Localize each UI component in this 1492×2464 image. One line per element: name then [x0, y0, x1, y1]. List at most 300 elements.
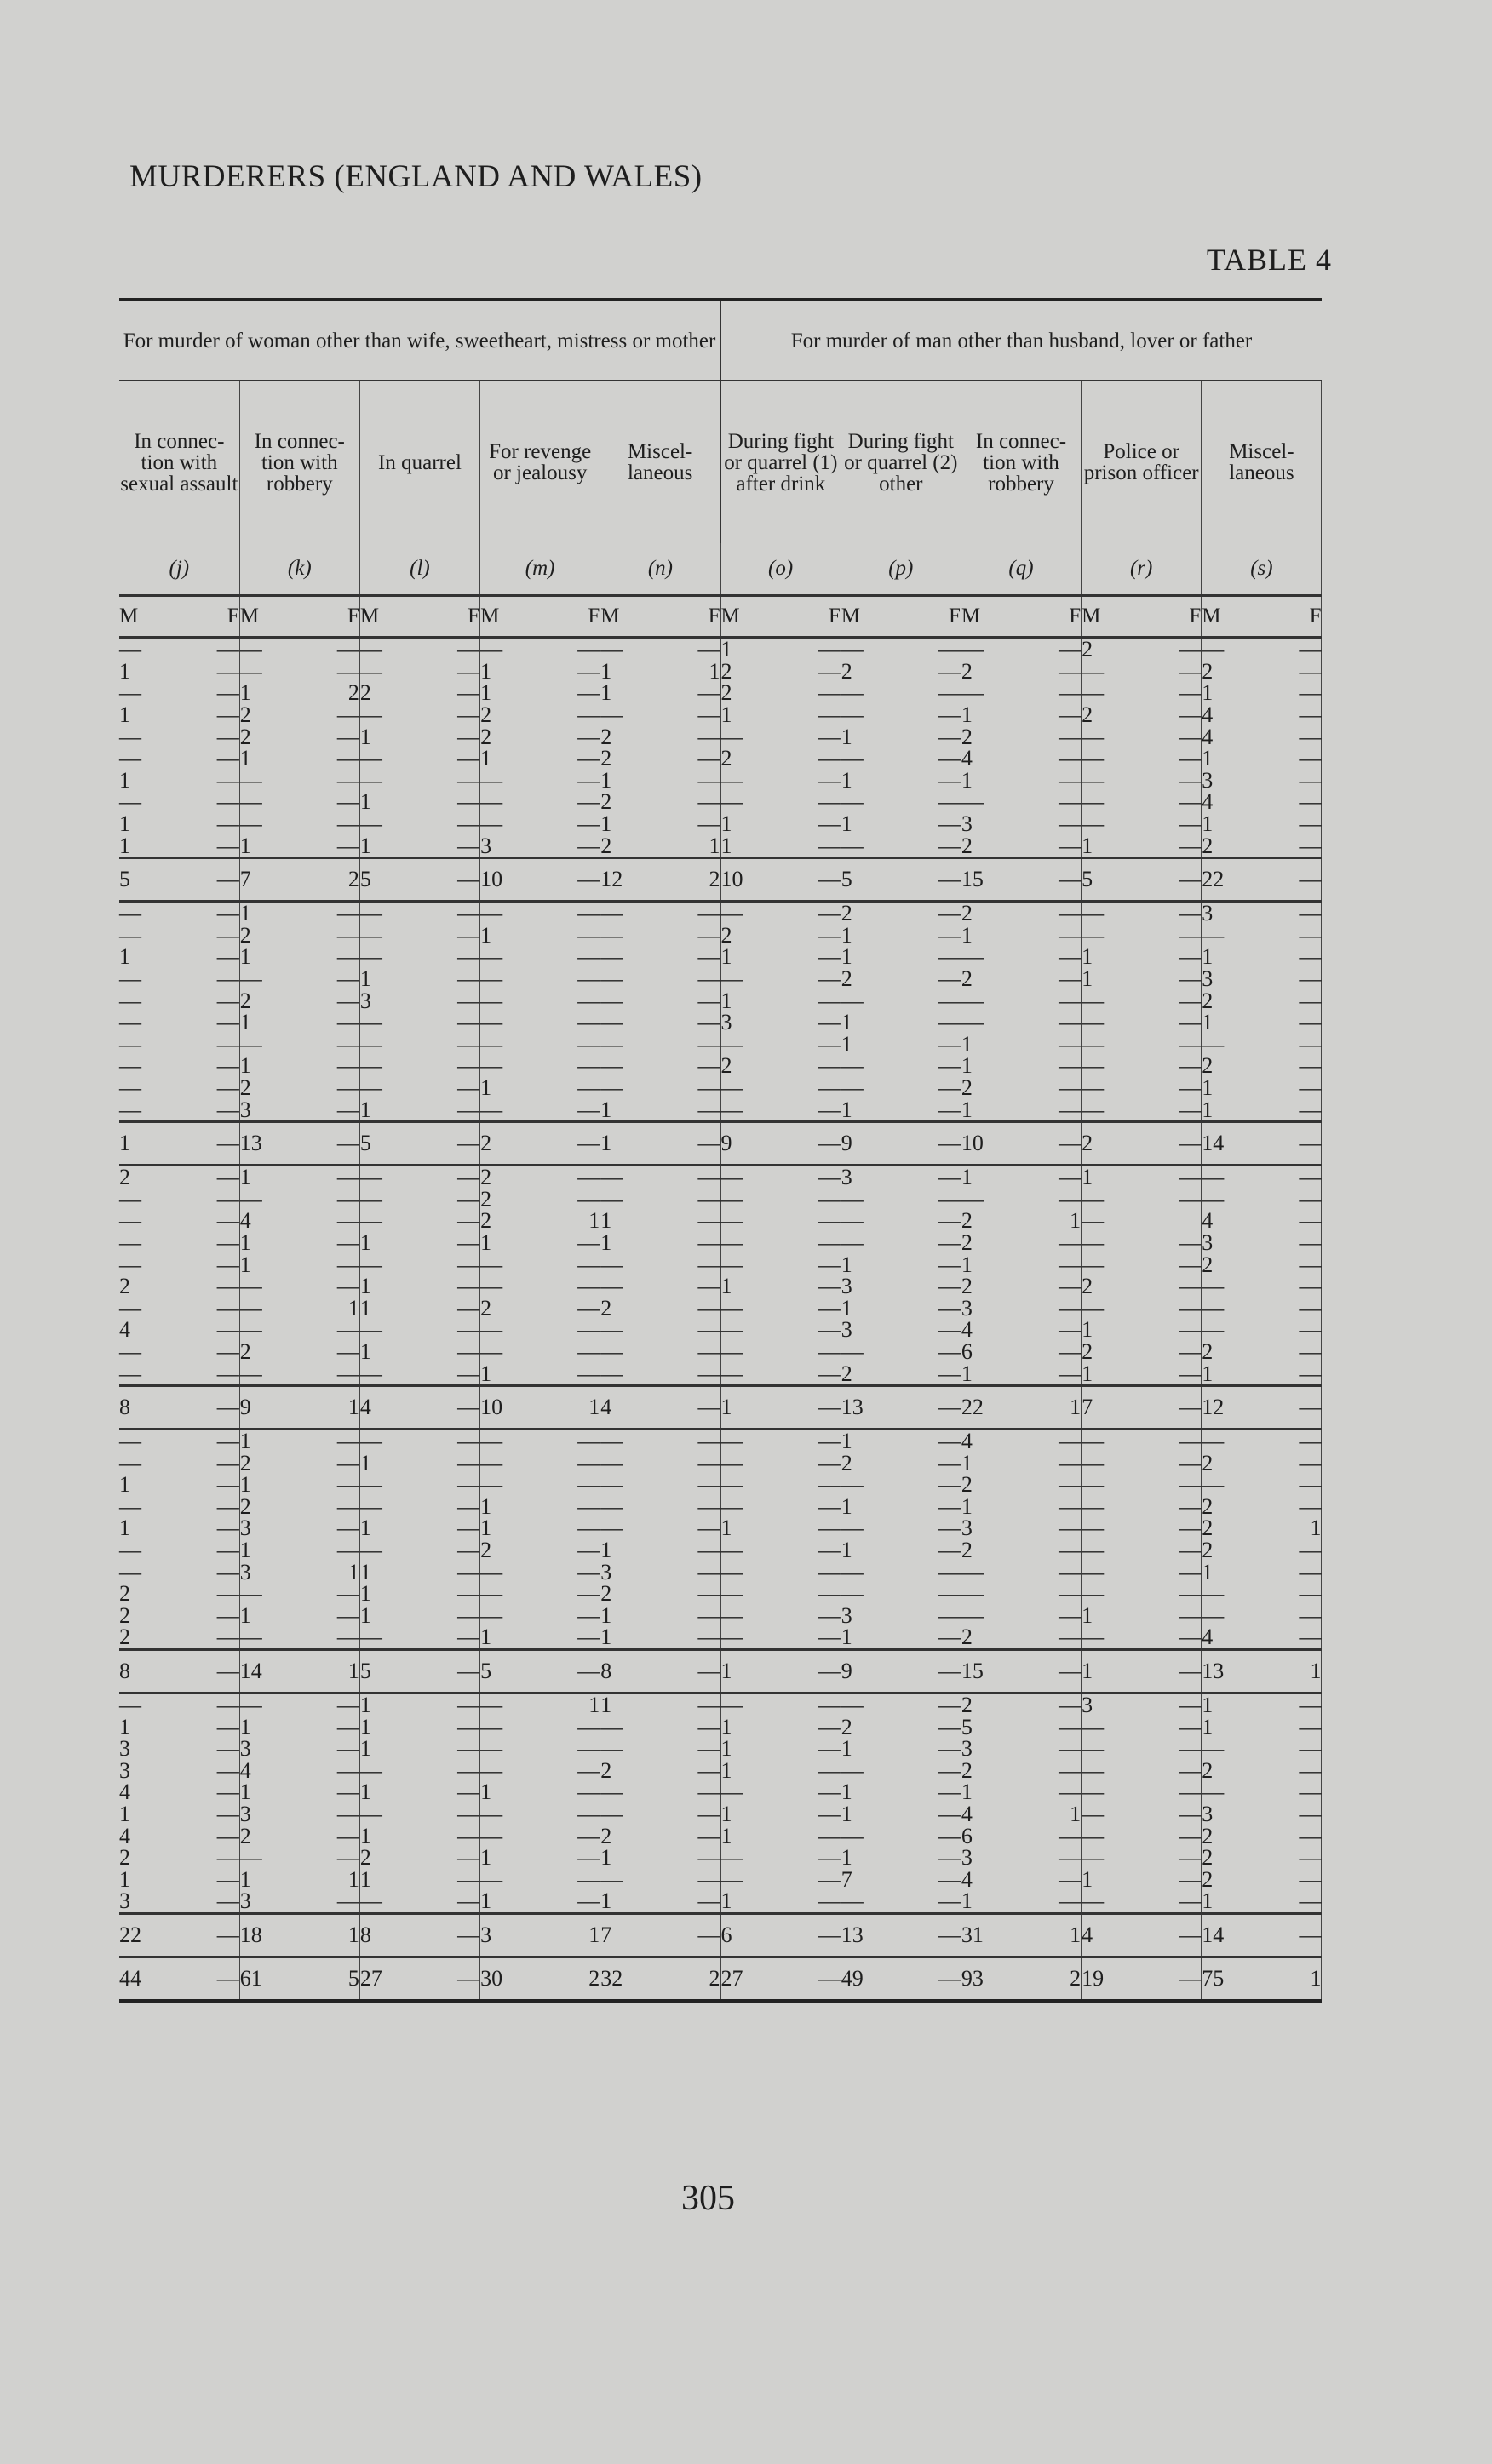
cell-n-male: 1 [600, 1538, 612, 1563]
cell-n-female: — [660, 1803, 720, 1825]
cell-l-female: — [420, 1011, 480, 1034]
cell-k-female: — [300, 813, 360, 835]
cell-l-male: — [359, 901, 382, 926]
cell-m-female: — [540, 1077, 600, 1099]
cell-m-male: 1 [480, 1361, 492, 1386]
cell-s-female: — [1261, 1341, 1322, 1363]
cell-n-male: — [600, 702, 623, 728]
cell-j-female: — [180, 813, 240, 835]
column-heading-row [119, 381, 1322, 543]
cell-s-male: 2 [1202, 1493, 1214, 1519]
cell-j-female: — [180, 791, 240, 813]
cell-o-female: — [781, 1825, 841, 1847]
cell-k-female: — [300, 1098, 360, 1121]
cell-m-male: — [480, 1450, 503, 1476]
cell-m-female: — [540, 834, 600, 857]
column-heading: In connec-tion with sexual assault [119, 381, 239, 543]
cell-q-male: 31 [961, 1913, 1021, 1957]
cell-o-female: — [781, 1011, 841, 1034]
cell-j-female: — [180, 857, 240, 901]
cell-o-female: — [781, 791, 841, 813]
cell-o-male: — [720, 724, 743, 749]
cell-l-female: — [420, 704, 480, 726]
cell-n-female: — [660, 1188, 720, 1210]
cell-r-female: — [1141, 1738, 1202, 1760]
cell-j-female: — [180, 901, 240, 924]
female-label: F [540, 596, 600, 638]
table-row [119, 1561, 1322, 1583]
cell-k-male: — [239, 1031, 262, 1057]
cell-k-male: 18 [239, 1913, 300, 1957]
cell-k-female: — [300, 1693, 360, 1716]
cell-n-female: — [660, 682, 720, 704]
cell-l-male: 1 [359, 1295, 371, 1321]
cell-n-male: 4 [600, 1385, 661, 1429]
cell-r-male: — [1082, 811, 1105, 837]
cell-l-female: — [420, 1957, 480, 2001]
cell-o-female: — [781, 1232, 841, 1254]
cell-l-female: — [420, 1121, 480, 1165]
cell-q-male: 2 [961, 1538, 973, 1563]
cell-l-male: 1 [359, 1338, 371, 1364]
cell-n-female: — [660, 748, 720, 770]
cell-l-male: 8 [359, 1913, 420, 1957]
cell-l-female: — [420, 1517, 480, 1539]
table-row [119, 1539, 1322, 1561]
cell-q-male: 4 [961, 1802, 973, 1827]
cell-j-male: — [119, 1252, 141, 1277]
cell-m-male: — [480, 1053, 503, 1079]
cell-n-female: — [660, 1297, 720, 1319]
cell-n-female: — [660, 1649, 720, 1693]
cell-s-female: — [1261, 813, 1322, 835]
cell-s-male: 2 [1202, 1053, 1214, 1079]
cell-j-male: 2 [119, 1625, 130, 1650]
cell-q-male: 6 [961, 1338, 973, 1364]
female-label: F [781, 596, 841, 638]
cell-m-female: — [540, 1253, 600, 1275]
cell-k-male: 1 [239, 833, 251, 858]
table-row [119, 1452, 1322, 1474]
cell-j-female: — [180, 1847, 240, 1869]
cell-o-male: — [720, 966, 743, 992]
cell-q-male: 3 [961, 811, 973, 837]
cell-p-female: — [901, 1803, 961, 1825]
table-label: TABLE 4 [1206, 243, 1332, 277]
cell-m-female: — [540, 1517, 600, 1539]
table-row [119, 925, 1322, 947]
female-label: F [1261, 596, 1322, 638]
cell-k-male: 1 [239, 1779, 251, 1805]
column-letter: (l) [359, 543, 479, 596]
cell-q-male: 2 [961, 724, 973, 749]
cell-n-male: 1 [600, 1845, 612, 1871]
cell-s-female: 1 [1261, 1649, 1322, 1693]
cell-m-male: — [480, 988, 503, 1013]
cell-n-female: — [660, 968, 720, 990]
cell-k-male: 1 [239, 1229, 251, 1255]
cell-q-female: — [1021, 925, 1082, 947]
cell-q-female: — [1021, 1429, 1082, 1452]
cell-k-male: 1 [239, 1714, 251, 1739]
cell-p-male: 1 [841, 1845, 852, 1871]
cell-n-female: — [660, 1626, 720, 1649]
cell-r-male: — [1082, 1074, 1105, 1100]
cell-n-female: — [660, 1210, 720, 1232]
cell-r-male: 1 [1082, 1165, 1093, 1190]
cell-k-female: — [300, 1275, 360, 1298]
cell-l-male: — [359, 1031, 382, 1057]
cell-o-male: — [720, 1361, 743, 1386]
cell-k-male: 2 [239, 1450, 251, 1476]
cell-l-female: — [420, 813, 480, 835]
cell-k-male: 4 [239, 1757, 251, 1783]
cell-k-male: — [239, 1186, 262, 1212]
cell-o-male: — [720, 1538, 743, 1563]
cell-p-female: — [901, 1649, 961, 1693]
cell-k-female: 1 [300, 1869, 360, 1891]
cell-o-female: — [781, 1034, 841, 1056]
cell-r-male: — [1082, 922, 1105, 948]
cell-j-female: — [180, 725, 240, 748]
cell-n-female: — [660, 1539, 720, 1561]
table-row [119, 1474, 1322, 1496]
cell-o-male: 1 [720, 1385, 781, 1429]
cell-r-female: — [1141, 1561, 1202, 1583]
cell-s-male: — [1202, 1165, 1225, 1190]
cell-s-male: 75 [1202, 1957, 1262, 2001]
cell-m-male: 1 [480, 1625, 492, 1650]
male-label: M [359, 596, 420, 638]
cell-l-male: — [359, 1757, 382, 1783]
cell-p-male: — [841, 1559, 864, 1584]
cell-j-male: — [119, 1053, 141, 1079]
cell-q-female: — [1021, 1626, 1082, 1649]
cell-q-male: 22 [961, 1385, 1021, 1429]
column-letter: (m) [480, 543, 600, 596]
cell-m-male: 1 [480, 658, 492, 684]
cell-j-female: — [180, 1649, 240, 1693]
cell-n-male: 2 [600, 833, 612, 858]
cell-s-female: — [1261, 1297, 1322, 1319]
cell-l-female: — [420, 989, 480, 1011]
cell-m-female: — [540, 1760, 600, 1782]
cell-m-female: — [540, 857, 600, 901]
cell-n-female: — [660, 1319, 720, 1341]
cell-m-female: — [540, 946, 600, 968]
cell-m-female: 1 [540, 1913, 600, 1957]
cell-r-female: — [1141, 725, 1202, 748]
cell-q-male: 4 [961, 1429, 973, 1454]
cell-o-female: — [781, 1055, 841, 1077]
cell-m-male: 1 [480, 746, 492, 771]
cell-n-male: 8 [600, 1649, 661, 1693]
cell-p-female: — [901, 946, 961, 968]
cell-k-female: — [300, 1319, 360, 1341]
cell-s-female: — [1261, 1913, 1322, 1957]
cell-p-male: 1 [841, 1625, 852, 1650]
cell-s-male: 2 [1202, 1516, 1214, 1541]
cell-r-female: — [1141, 946, 1202, 968]
cell-l-male: — [359, 637, 382, 662]
cell-n-female: — [660, 1825, 720, 1847]
cell-s-male: 3 [1202, 767, 1214, 793]
female-label: F [660, 596, 720, 638]
cell-o-female: — [781, 1738, 841, 1760]
male-label: M [841, 596, 901, 638]
cell-o-female: — [781, 1253, 841, 1275]
cell-k-female: — [300, 968, 360, 990]
cell-s-female: — [1261, 1121, 1322, 1165]
cell-q-female: — [1021, 1781, 1082, 1803]
female-label: F [901, 596, 961, 638]
cell-q-male: 2 [961, 1074, 973, 1100]
cell-j-female: — [180, 1781, 240, 1803]
cell-o-female: — [781, 1760, 841, 1782]
cell-q-female: — [1021, 1319, 1082, 1341]
cell-k-male: 13 [239, 1121, 300, 1165]
cell-n-male: 1 [600, 767, 612, 793]
cell-k-female: 1 [300, 1913, 360, 1957]
cell-o-female: — [781, 1121, 841, 1165]
cell-j-female: — [180, 834, 240, 857]
cell-n-female: — [660, 1474, 720, 1496]
cell-k-male: — [239, 658, 262, 684]
cell-k-female: — [300, 704, 360, 726]
table-row [119, 1803, 1322, 1825]
cell-p-female: — [901, 748, 961, 770]
cell-j-male: 5 [119, 857, 180, 901]
cell-j-male: — [119, 1361, 141, 1386]
cell-o-female: — [781, 1693, 841, 1716]
cell-r-female: — [1141, 857, 1202, 901]
cell-m-male: 2 [480, 1295, 492, 1321]
cell-j-male: 1 [119, 1866, 130, 1892]
column-letter: (p) [841, 543, 961, 596]
cell-o-male: — [720, 1429, 743, 1454]
cell-m-female: — [540, 1583, 600, 1605]
cell-j-female: — [180, 1385, 240, 1429]
cell-m-male: — [480, 1823, 503, 1848]
cell-o-female: — [781, 1210, 841, 1232]
cell-q-male: 2 [961, 658, 973, 684]
group-man-victim: For murder of man other than husband, lover or father [720, 300, 1322, 381]
cell-n-female: — [660, 1385, 720, 1429]
cell-p-male: — [841, 1757, 864, 1783]
cell-r-female: — [1141, 1297, 1202, 1319]
cell-m-male: — [480, 637, 503, 662]
cell-n-female: — [660, 1583, 720, 1605]
cell-o-male: — [720, 767, 743, 793]
cell-n-female: — [660, 1077, 720, 1099]
cell-m-female: 1 [540, 1210, 600, 1232]
cell-k-male: 1 [239, 1010, 251, 1035]
cell-m-female: — [540, 1649, 600, 1693]
cell-s-female: — [1261, 1539, 1322, 1561]
cell-s-male: — [1202, 1186, 1225, 1212]
cell-p-female: — [901, 1847, 961, 1869]
cell-n-female: — [660, 1429, 720, 1452]
cell-j-male: — [119, 901, 141, 926]
page-title: MURDERERS (ENGLAND AND WALES) [129, 159, 703, 194]
subtotal-row [119, 1121, 1322, 1165]
cell-r-female: — [1141, 704, 1202, 726]
cell-m-male: 30 [480, 1957, 541, 2001]
cell-o-female: — [781, 989, 841, 1011]
cell-p-female: — [901, 1738, 961, 1760]
cell-q-male: 2 [961, 1757, 973, 1783]
cell-p-female: — [901, 725, 961, 748]
cell-m-male: 5 [480, 1649, 541, 1693]
cell-p-female: — [901, 1825, 961, 1847]
cell-l-female: — [420, 638, 480, 661]
cell-m-male: 10 [480, 1385, 541, 1429]
column-letter: (n) [600, 543, 720, 596]
cell-n-female: — [660, 1913, 720, 1957]
cell-n-male: 32 [600, 1957, 661, 2001]
cell-q-male: 1 [961, 1053, 973, 1079]
cell-q-male: 2 [961, 901, 973, 926]
cell-p-male: 13 [841, 1913, 901, 1957]
cell-k-female: — [300, 946, 360, 968]
cell-k-male: 1 [239, 944, 251, 970]
cell-j-female: — [180, 1341, 240, 1363]
cell-j-female: — [180, 1803, 240, 1825]
cell-k-male: 3 [239, 1516, 251, 1541]
cell-k-female: — [300, 1890, 360, 1913]
cell-p-female: — [901, 1781, 961, 1803]
cell-p-male: 5 [841, 857, 901, 901]
column-heading: Police or prison officer [1082, 381, 1202, 543]
cell-n-female: — [660, 1121, 720, 1165]
cell-p-male: 2 [841, 1714, 852, 1739]
cell-s-female: — [1261, 1605, 1322, 1627]
cell-q-female: — [1021, 1253, 1082, 1275]
cell-n-male: 2 [600, 789, 612, 815]
cell-p-male: 1 [841, 1736, 852, 1762]
cell-r-male: — [1082, 1208, 1105, 1234]
cell-l-male: 1 [359, 966, 371, 992]
column-letter: (s) [1202, 543, 1322, 596]
cell-s-female: — [1261, 638, 1322, 661]
cell-p-female: — [901, 1760, 961, 1782]
cell-j-female: — [180, 1474, 240, 1496]
cell-l-female: — [420, 1474, 480, 1496]
cell-o-male: — [720, 1031, 743, 1057]
cell-p-female: — [901, 1011, 961, 1034]
cell-o-male: — [720, 1450, 743, 1476]
female-label: F [180, 596, 240, 638]
cell-s-female: — [1261, 925, 1322, 947]
cell-j-male: — [119, 1010, 141, 1035]
cell-m-female: — [540, 1341, 600, 1363]
cell-p-female: — [901, 1165, 961, 1188]
cell-p-male: 2 [841, 901, 852, 926]
cell-n-male: 1 [600, 1888, 612, 1914]
cell-s-male: 1 [1202, 944, 1214, 970]
cell-o-female: — [781, 1847, 841, 1869]
cell-j-female: — [180, 1429, 240, 1452]
cell-q-male: 1 [961, 1031, 973, 1057]
cell-r-female: — [1141, 1847, 1202, 1869]
female-label: F [300, 596, 360, 638]
cell-p-female: — [901, 1716, 961, 1738]
cell-m-female: — [540, 1825, 600, 1847]
cell-o-female: — [781, 1890, 841, 1913]
cell-n-male: — [600, 1252, 623, 1277]
cell-j-male: — [119, 746, 141, 771]
cell-p-female: — [901, 834, 961, 857]
cell-s-female: 1 [1261, 1957, 1322, 2001]
cell-l-female: — [420, 791, 480, 813]
cell-o-female: — [781, 1297, 841, 1319]
cell-o-male: 1 [720, 702, 732, 728]
cell-n-female: — [660, 1869, 720, 1891]
cell-n-female: — [660, 1034, 720, 1056]
cell-l-male: 1 [359, 724, 371, 749]
cell-p-male: — [841, 680, 864, 706]
cell-s-female: — [1261, 1583, 1322, 1605]
cell-o-female: — [781, 770, 841, 792]
cell-o-female: — [781, 1561, 841, 1583]
cell-k-female: — [300, 1232, 360, 1254]
cell-j-male: — [119, 1031, 141, 1057]
column-heading: Miscel-laneous [1202, 381, 1322, 543]
cell-s-female: — [1261, 1429, 1322, 1452]
cell-n-female: — [660, 1561, 720, 1583]
cell-q-male: 5 [961, 1714, 973, 1739]
cell-m-male: — [480, 1602, 503, 1628]
cell-r-male: — [1082, 1097, 1105, 1122]
cell-s-male: 2 [1202, 988, 1214, 1013]
cell-q-male: 2 [961, 966, 973, 992]
cell-k-male: 2 [239, 1823, 251, 1848]
cell-l-male: 5 [359, 1121, 420, 1165]
murderers-table [119, 298, 1322, 2003]
cell-q-female: 2 [1021, 1957, 1082, 2001]
cell-l-female: — [420, 1297, 480, 1319]
cell-s-male: 2 [1202, 658, 1214, 684]
cell-o-female: — [781, 968, 841, 990]
cell-r-female: — [1141, 1693, 1202, 1716]
cell-r-female: — [1141, 791, 1202, 813]
cell-r-female: — [1141, 1011, 1202, 1034]
cell-m-female: — [540, 1429, 600, 1452]
cell-l-female: — [420, 1869, 480, 1891]
cell-l-female: — [420, 1496, 480, 1518]
cell-n-female: — [660, 1517, 720, 1539]
cell-s-male: 1 [1202, 746, 1214, 771]
cell-m-male: 2 [480, 702, 492, 728]
cell-n-male: — [600, 1274, 623, 1299]
cell-p-male: — [841, 1516, 864, 1541]
cell-k-male: — [239, 1274, 262, 1299]
female-label: F [1141, 596, 1202, 638]
cell-p-male: — [841, 1823, 864, 1848]
cell-q-female: — [1021, 1738, 1082, 1760]
cell-j-female: — [180, 1583, 240, 1605]
cell-p-male: 1 [841, 1429, 852, 1454]
cell-s-male: 4 [1202, 1208, 1214, 1234]
cell-p-male: 3 [841, 1602, 852, 1628]
cell-p-male: 7 [841, 1866, 852, 1892]
cell-p-female: — [901, 1913, 961, 1957]
cell-s-male: 1 [1202, 1714, 1214, 1739]
cell-n-male: 2 [600, 1295, 612, 1321]
cell-q-female: — [1021, 1605, 1082, 1627]
cell-n-male: — [600, 1779, 623, 1805]
subtotal-row [119, 1649, 1322, 1693]
